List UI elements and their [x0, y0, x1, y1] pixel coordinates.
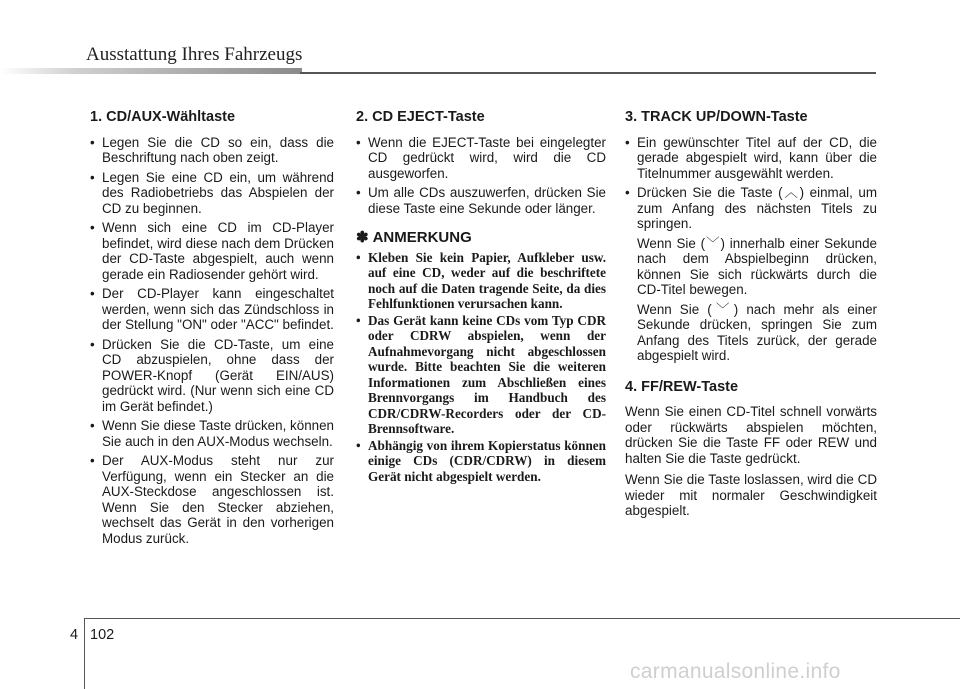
note-list [356, 250, 606, 485]
column-cd-aux [90, 110, 334, 550]
section-heading-track: 3. TRACK UP/DOWN-Taste [625, 109, 808, 125]
list-item: • Drücken Sie die CD-Taste, um eine CD abzuspielen, ohne dass der POWER-Knopf (Gerät EIN/AUS) gedrückt wird. (Nur wenn sich eine CD im Gerät befindet.) [90, 337, 334, 415]
header-rule [300, 72, 876, 74]
list-item: • Legen Sie die CD so ein, dass die Beschriftung nach oben zeigt. [90, 135, 334, 166]
list-item: • Wenn sich eine CD im CD-Player befindet, wird diese nach dem Drücken der CD-Taste abgespielt, auch wenn gerade ein Radiosender gehört wird. [90, 220, 334, 282]
header-bar [0, 68, 302, 74]
note-heading-label: ANMERKUNG [372, 229, 472, 246]
section-heading-cd-eject: 2. CD EJECT-Taste [356, 109, 485, 125]
section-heading-ff-rew: 4. FF/REW-Taste [625, 378, 739, 395]
ff-rew-paragraph: Wenn Sie die Taste loslassen, wird die CD wieder mit normaler Geschwindigkeit abgespielt. [625, 472, 877, 518]
watermark: carmanualsonline.info [630, 660, 841, 683]
list-item: • Ein gewünschter Titel auf der CD, die gerade abgespielt wird, kann über die Titelnummer ausgewählt werden. [625, 135, 877, 182]
cd-eject-list [356, 135, 606, 217]
list-item: • Legen Sie eine CD ein, um während des Radiobetriebs das Abspielen der CD zu beginnen. [90, 170, 334, 217]
note-star-icon: ✽ [356, 229, 369, 246]
track-list [625, 135, 877, 232]
list-item: • Drücken Sie die Taste (︿) einmal, um zum Anfang des nächsten Titels zu springen. [625, 185, 877, 232]
footer-rule [84, 618, 960, 619]
note-item: • Kleben Sie kein Papier, Aufkleber usw. auf eine CD, weder auf die beschriftete noch auf die Daten tragende Seite, da dies Fehlfunktionen verursachen kann. [356, 250, 606, 312]
list-item: • Um alle CDs auszuwerfen, drücken Sie diese Taste eine Sekunde oder länger. [356, 185, 606, 216]
page-number: 102 [90, 627, 115, 643]
track-sub-paragraph: Wenn Sie (﹀) nach mehr als einer Sekunde drücken, springen Sie zum Anfang des Titels zurück, der gerade abgespielt wird. [637, 301, 877, 363]
footer-vertical-rule [84, 618, 85, 689]
ff-rew-paragraph: Wenn Sie einen CD-Titel schnell vorwärts oder rückwärts abspielen möchten, drücken Sie die Taste FF oder REW und halten Sie die Taste gedrückt. [625, 404, 877, 466]
column-track [625, 110, 877, 525]
cd-aux-list [90, 135, 334, 547]
list-item: • Wenn die EJECT-Taste bei eingelegter CD gedrückt wird, wird die CD ausgeworfen. [356, 135, 606, 182]
page-header-title: Ausstattung Ihres Fahrzeugs [86, 44, 303, 65]
note-item: • Das Gerät kann keine CDs vom Typ CDR oder CDRW abspielen, wenn der Aufnahmevorgang nicht abgeschlossen wurde. Bitte beachten Sie die weiteren Informationen zum Abschließen eines Brennvorgangs im Handbuch des CDR/CDRW-Recorders oder der CD-Brennsoftware. [356, 313, 606, 437]
column-cd-eject [356, 110, 606, 485]
list-item: • Der AUX-Modus steht nur zur Verfügung, wenn ein Stecker an die AUX-Steckdose angeschlossen ist. Wenn Sie den Stecker abziehen, wechselt das Gerät in den vorherigen Modus zurück. [90, 453, 334, 546]
list-item: • Der CD-Player kann eingeschaltet werden, wenn sich das Zündschloss in der Stellung "ON" oder "ACC" befindet. [90, 286, 334, 333]
note-item: • Abhängig von ihrem Kopierstatus können einige CDs (CDR/CDRW) in diesem Gerät nicht abgespielt werden. [356, 438, 606, 485]
chapter-number: 4 [70, 627, 79, 643]
note-heading [356, 230, 606, 246]
list-item: • Wenn Sie diese Taste drücken, können Sie auch in den AUX-Modus wechseln. [90, 418, 334, 449]
track-sub-paragraph: Wenn Sie (﹀) innerhalb einer Sekunde nach dem Abspielbeginn drücken, können Sie sich rückwärts durch die CD-Titel bewegen. [637, 235, 877, 297]
section-heading-cd-aux: 1. CD/AUX-Wähltaste [90, 109, 236, 125]
